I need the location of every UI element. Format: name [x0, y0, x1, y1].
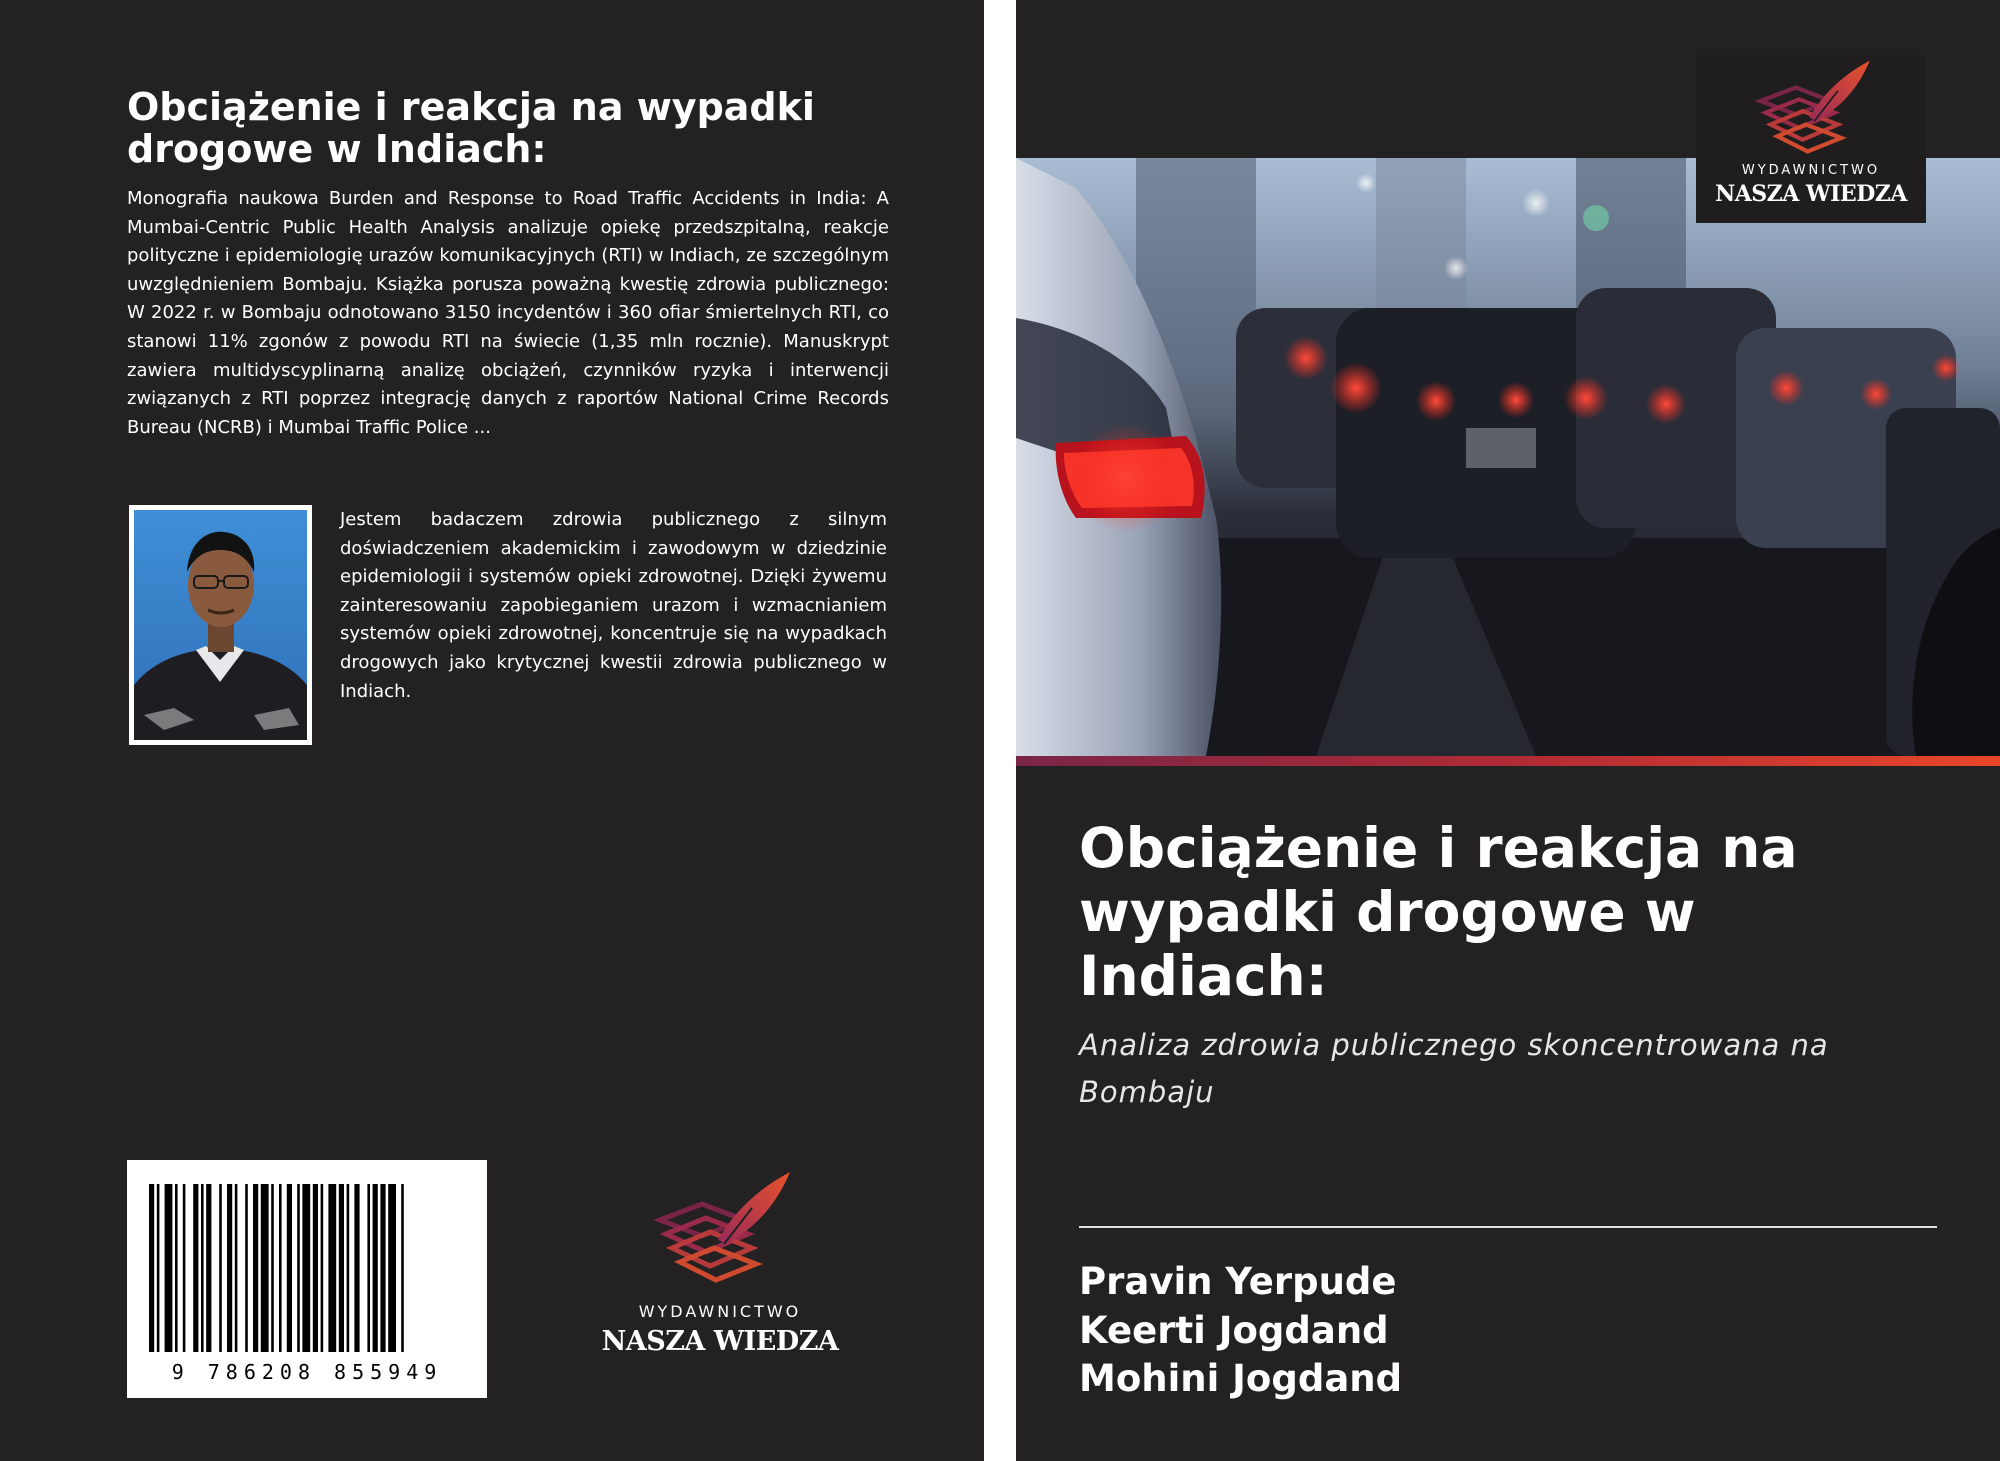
book-quill-icon: [640, 1170, 800, 1295]
publisher-name: NASZA WIEDZA: [601, 1326, 839, 1357]
publisher-logo-front: [1696, 55, 1926, 223]
back-cover: [0, 0, 984, 1461]
barcode-bar: [367, 1184, 370, 1352]
barcode-bar: [206, 1184, 211, 1352]
barcode-bar: [261, 1184, 269, 1352]
barcode-bar: [380, 1184, 385, 1352]
barcode-bar: [302, 1184, 310, 1352]
author-name: Pravin Yerpude: [1079, 1260, 1397, 1303]
publisher-logo-back: [580, 1170, 860, 1360]
isbn-digits: 9 786208 855949: [171, 1360, 443, 1384]
publisher-small-label: WYDAWNICTWO: [1741, 163, 1881, 178]
barcode-bar: [235, 1184, 238, 1352]
barcode-bar: [253, 1184, 258, 1352]
author-list: [1079, 1258, 1402, 1404]
accent-stripe: [1016, 756, 2000, 766]
barcode-bar: [373, 1184, 378, 1352]
barcode-bar: [183, 1184, 186, 1352]
back-cover-description: Monografia naukowa Burden and Response to Road Traffic Accidents in India: A Mumbai-Centric Public Health Analysis analizuje opiekę przedszpitalną, reakcje polityczne i epidemiologię urazów komunikacyjnych (RTI) w Indiach, ze szczególnym uwzględnieniem Bombaju. Książka porusza poważną kwestię zdrowia publicznego: W 2022 r. w Bombaju odnotowano 3150 incydentów i 360 ofiar śmiertelnych RTI, co stanowi 11% zgonów z powodu RTI na świecie (1,35 mln rocznie). Manuskrypt zawiera multidyscyplinarną analizę obciążeń, czynników ryzyka i interwencji związanych z RTI poprzez integrację danych z raportów National Crime Records Bureau (NCRB) i Mumbai Traffic Police ...: [127, 188, 889, 438]
barcode-bar: [354, 1184, 359, 1352]
barcode-bar: [157, 1184, 160, 1352]
author-name: Mohini Jogdand: [1079, 1357, 1403, 1400]
divider-line: [1079, 1226, 1937, 1228]
barcode-bar: [271, 1184, 274, 1352]
barcode-bar: [339, 1184, 344, 1352]
author-bio: Jestem badaczem zdrowia publicznego z silnym doświadczeniem akademickim i zawodowym w dziedzinie epidemiologii i systemów opieki zdrowotnej. Dzięki żywemu zainteresowaniu zapobieganiem urazom i wzmacnianiem systemów opieki zdrowotnej, koncentruje się na wypadkach drogowych jako krytycznej kwestii zdrowia publicznego w Indiach.: [340, 509, 887, 702]
barcode-bar: [201, 1184, 204, 1352]
barcode-bar: [193, 1184, 198, 1352]
barcode-bar: [245, 1184, 248, 1352]
traffic-photo: [1016, 158, 2000, 756]
barcode-bar: [149, 1184, 154, 1352]
book-quill-icon: [1736, 59, 1886, 164]
front-cover-title: Obciążenie i reakcja na wypadki drogowe w Indiach:: [1079, 816, 1798, 1008]
barcode-bar: [219, 1184, 222, 1352]
barcode-bar: [279, 1184, 282, 1352]
barcode-bar: [347, 1184, 350, 1352]
barcode-bar: [401, 1184, 404, 1352]
author-photo: [129, 505, 312, 745]
barcode-bar: [165, 1184, 173, 1352]
isbn-barcode: [127, 1160, 487, 1398]
front-cover-subtitle: Analiza zdrowia publicznego skoncentrowana na Bombaju: [1079, 1028, 1829, 1109]
barcode-bar: [287, 1184, 292, 1352]
publisher-name: NASZA WIEDZA: [1715, 181, 1907, 207]
author-name: Keerti Jogdand: [1079, 1308, 1389, 1352]
barcode-bar: [328, 1184, 336, 1352]
barcode-bar: [175, 1184, 178, 1352]
barcode-bar: [297, 1184, 300, 1352]
barcode-bar: [227, 1184, 232, 1352]
publisher-small-label: WYDAWNICTWO: [638, 1302, 802, 1321]
barcode-bar: [321, 1184, 324, 1352]
front-cover: [1016, 0, 2000, 1461]
barcode-bar: [313, 1184, 318, 1352]
barcode-bar: [388, 1184, 396, 1352]
back-cover-title: Obciążenie i reakcja na wypadki drogowe w Indiach:: [127, 85, 815, 171]
